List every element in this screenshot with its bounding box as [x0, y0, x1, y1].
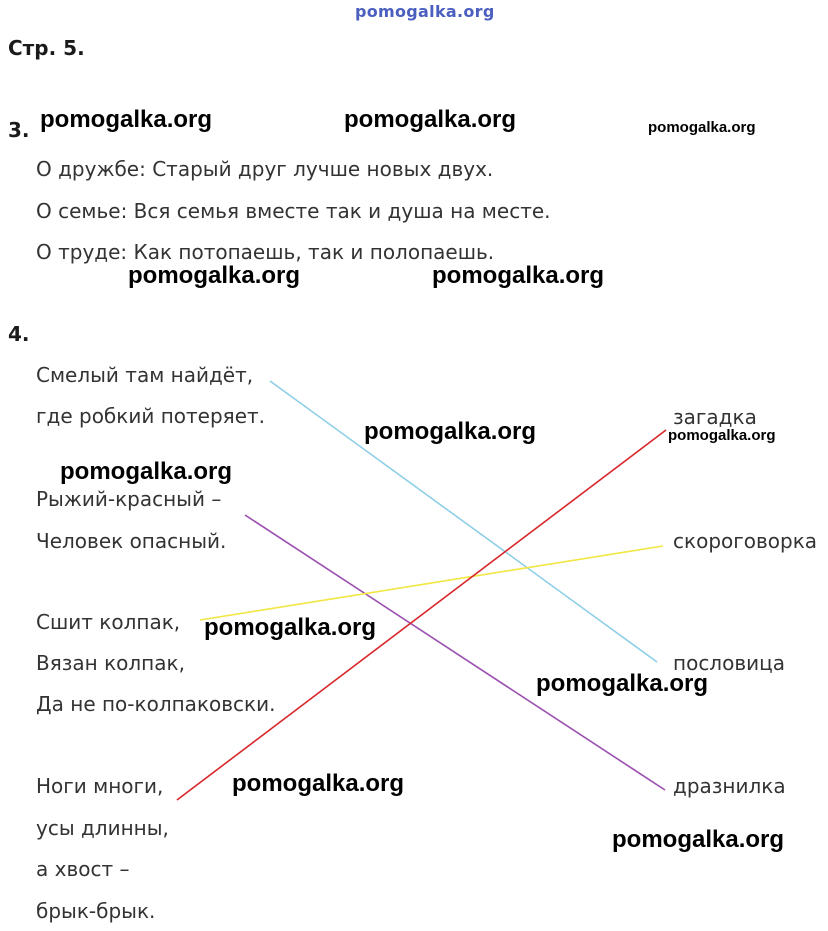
- watermark: pomogalka.org: [668, 427, 776, 444]
- task-3-line-2: О семье: Вся семья вместе так и душа на месте.: [36, 199, 551, 223]
- left-item-1-line-2: где робкий потеряет.: [36, 404, 266, 428]
- left-item-4-line-2: усы длинны,: [36, 816, 169, 840]
- right-item-riddle: загадка: [673, 405, 757, 429]
- watermark: pomogalka.org: [232, 770, 405, 797]
- watermark: pomogalka.org: [364, 418, 537, 445]
- watermark: pomogalka.org: [128, 262, 301, 289]
- watermark: pomogalka.org: [536, 670, 709, 697]
- watermark: pomogalka.org: [344, 106, 517, 133]
- match-line-3: [200, 546, 663, 620]
- watermark: pomogalka.org: [60, 458, 233, 485]
- left-item-2-line-1: Рыжий-красный –: [36, 487, 222, 511]
- left-item-1-line-1: Смелый там найдёт,: [36, 363, 254, 387]
- left-item-4-line-3: а хвост –: [36, 857, 130, 881]
- watermark: pomogalka.org: [204, 614, 377, 641]
- right-item-tongue-twister: скороговорка: [673, 529, 818, 553]
- task-4-number: 4.: [8, 322, 30, 346]
- watermark: pomogalka.org: [648, 119, 756, 136]
- page-label: Стр. 5.: [8, 36, 85, 60]
- left-item-3-line-2: Вязан колпак,: [36, 651, 185, 675]
- left-item-3-line-1: Сшит колпак,: [36, 610, 181, 634]
- left-item-4-line-4: брык-брык.: [36, 899, 156, 923]
- watermark: pomogalka.org: [40, 106, 213, 133]
- header-watermark: pomogalka.org: [355, 2, 495, 21]
- right-item-teaser: дразнилка: [673, 774, 786, 798]
- right-item-proverb: пословица: [673, 651, 785, 675]
- left-item-4-line-1: Ноги многи,: [36, 774, 164, 798]
- task-3-line-1: О дружбе: Старый друг лучше новых двух.: [36, 157, 494, 181]
- left-item-2-line-2: Человек опасный.: [36, 529, 227, 553]
- left-item-3-line-3: Да не по-колпаковски.: [36, 692, 276, 716]
- task-3-number: 3.: [8, 118, 30, 142]
- task-3-line-3: О труде: Как потопаешь, так и полопаешь.: [36, 240, 495, 264]
- watermark: pomogalka.org: [432, 262, 605, 289]
- watermark: pomogalka.org: [612, 826, 785, 853]
